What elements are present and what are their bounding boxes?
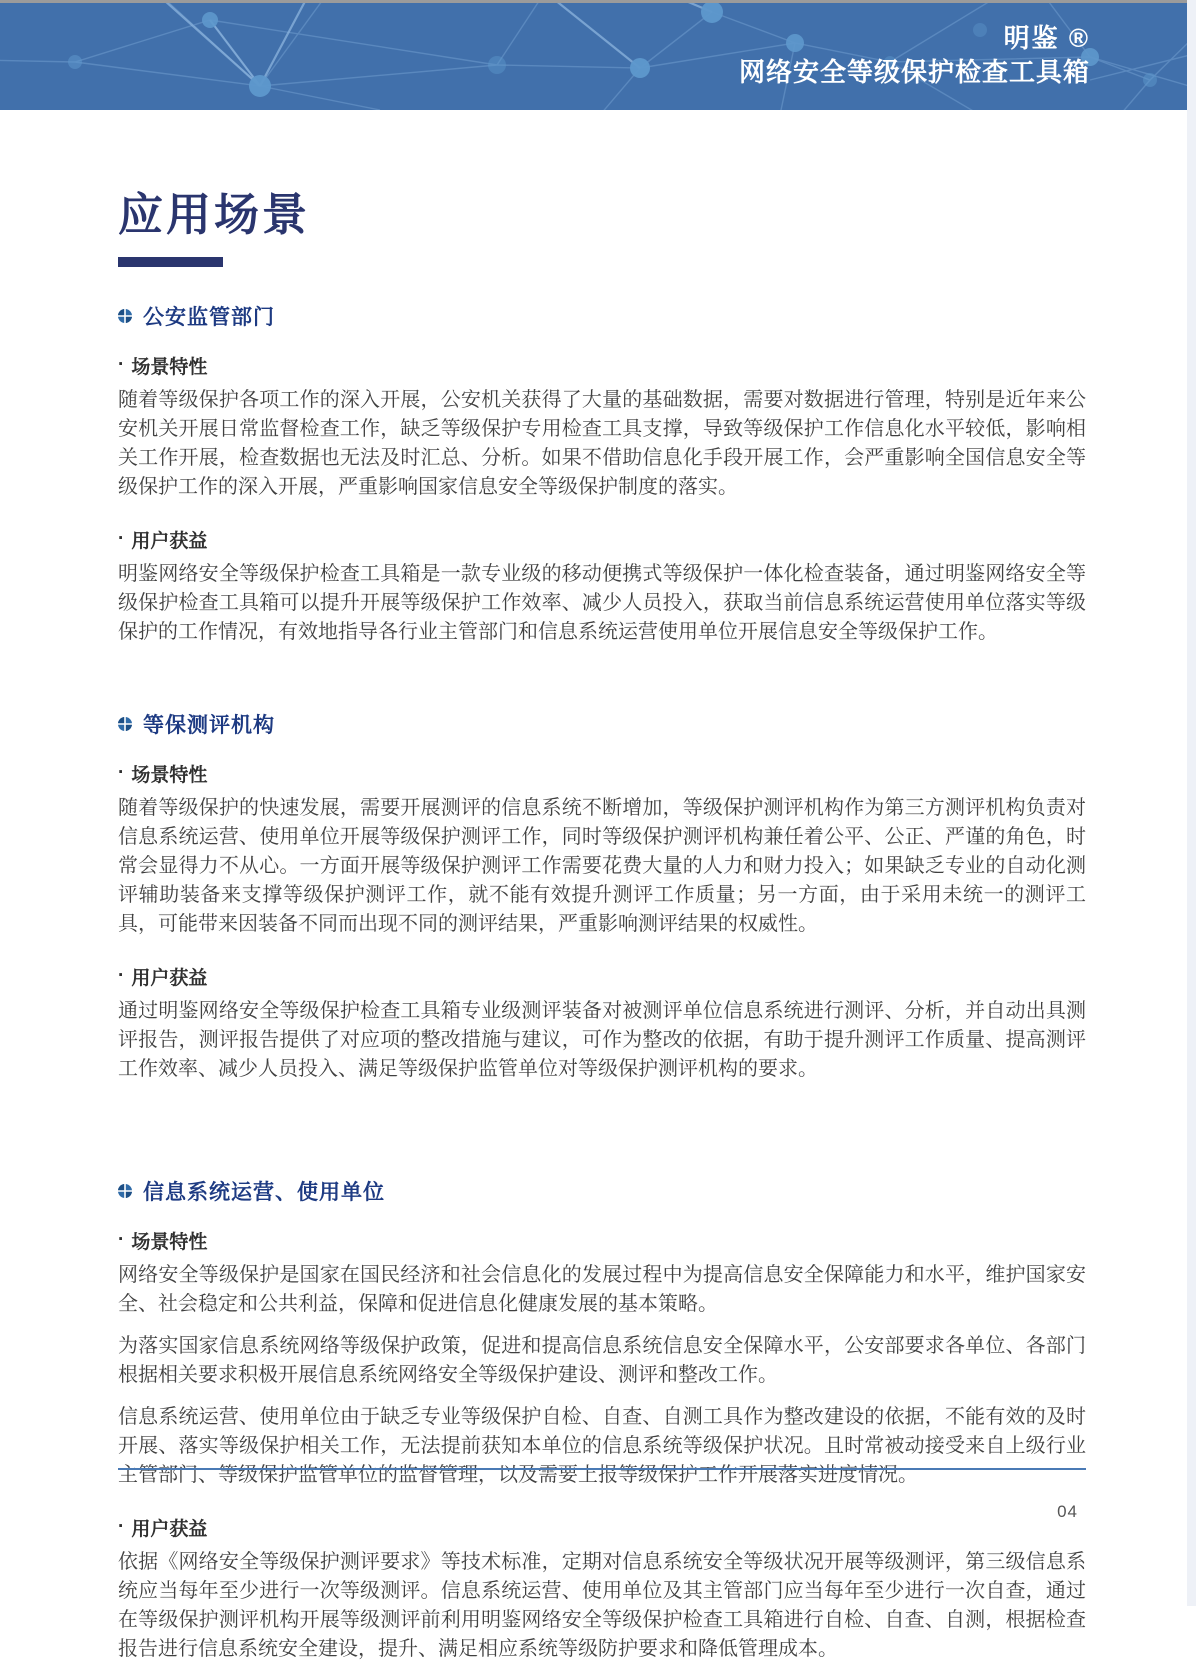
sub-label-benefit bbox=[118, 1514, 1086, 1541]
section-evaluation-agency bbox=[118, 709, 1086, 1084]
bullet-dot: · bbox=[118, 762, 125, 783]
brand-name: 明鉴 ® bbox=[1003, 22, 1090, 53]
sub-label-text: 用户获益 bbox=[131, 530, 208, 552]
section-operating-units bbox=[118, 1176, 1086, 1664]
sub-label-text: 场景特性 bbox=[131, 1231, 208, 1253]
page-top-hairline bbox=[0, 0, 1196, 3]
sub-label-scenario bbox=[118, 352, 1086, 379]
sub-label-benefit bbox=[118, 963, 1086, 990]
bullet-dot: · bbox=[118, 965, 125, 986]
page-content bbox=[0, 190, 1196, 1664]
section-title: 信息系统运营、使用单位 bbox=[143, 1180, 385, 1204]
paragraph: 信息系统运营、使用单位由于缺乏专业等级保护自检、自查、自测工具作为整改建设的依据，不能有效的及时开展、落实等级保护相关工作，无法提前获知本单位的信息系统等级保护状况。且时常被动接受来自上级行业主管部门、等级保护监管单位的监督管理，以及需要上报等级保护工作开展落实进度情况。 bbox=[118, 1405, 1086, 1486]
header-text-block bbox=[739, 0, 1090, 110]
scenario-block bbox=[118, 760, 1086, 939]
section-public-security bbox=[118, 301, 1086, 647]
bullet-dot: · bbox=[118, 1516, 125, 1537]
footer-divider bbox=[118, 1468, 1086, 1470]
sub-label-text: 用户获益 bbox=[131, 1518, 208, 1540]
sub-label-text: 场景特性 bbox=[131, 764, 208, 786]
section-title: 公安监管部门 bbox=[143, 305, 275, 329]
page-title-block bbox=[118, 190, 1086, 267]
section-title: 等保测评机构 bbox=[143, 713, 275, 737]
benefit-block bbox=[118, 963, 1086, 1084]
product-name: 网络安全等级保护检查工具箱 bbox=[738, 57, 1090, 87]
quadrant-circle-icon bbox=[118, 309, 132, 323]
paragraph: 通过明鉴网络安全等级保护检查工具箱专业级测评装备对被测评单位信息系统进行测评、分析，并自动出具测评报告，测评报告提供了对应项的整改措施与建议，可作为整改的依据，有助于提升测评工作质量、提高测评工作效率、减少人员投入、满足等级保护监管单位对等级保护测评机构的要求。 bbox=[118, 999, 1086, 1080]
paragraph: 随着等级保护的快速发展，需要开展测评的信息系统不断增加，等级保护测评机构作为第三方测评机构负责对信息系统运营、使用单位开展等级保护测评工作，同时等级保护测评机构兼任着公平、公正、严谨的角色，时常会显得力不从心。一方面开展等级保护测评工作需要花费大量的人力和财力投入；如果缺乏专业的自动化测评辅助装备来支撑等级保护测评工作，就不能有效提升测评工作质量；另一方面，由于采用未统一的测评工具，可能带来因装备不同而出现不同的测评结果，严重影响测评结果的权威性。 bbox=[118, 796, 1086, 935]
section-heading bbox=[118, 709, 1086, 739]
paragraph: 为落实国家信息系统网络等级保护政策，促进和提高信息系统信息安全保障水平，公安部要求各单位、各部门根据相关要求积极开展信息系统网络安全等级保护建设、测评和整改工作。 bbox=[118, 1334, 1086, 1386]
scenario-block bbox=[118, 1227, 1086, 1490]
bullet-dot: · bbox=[118, 528, 125, 549]
page-edge-strip bbox=[1187, 0, 1196, 1606]
paragraph: 随着等级保护各项工作的深入开展，公安机关获得了大量的基础数据，需要对数据进行管理，特别是近年来公安机关开展日常监督检查工作，缺乏等级保护专用检查工具支撑，导致等级保护工作信息化水平较低，影响相关工作开展，检查数据也无法及时汇总、分析。如果不借助信息化手段开展工作，会严重影响全国信息安全等级保护工作的深入开展，严重影响国家信息安全等级保护制度的落实。 bbox=[118, 388, 1086, 498]
sub-label-scenario bbox=[118, 760, 1086, 787]
benefit-block bbox=[118, 526, 1086, 647]
header-banner bbox=[0, 0, 1196, 110]
quadrant-circle-icon bbox=[118, 1184, 132, 1198]
section-heading bbox=[118, 301, 1086, 331]
sub-label-text: 用户获益 bbox=[131, 967, 208, 989]
paragraph: 明鉴网络安全等级保护检查工具箱是一款专业级的移动便携式等级保护一体化检查装备，通过明鉴网络安全等级保护检查工具箱可以提升开展等级保护工作效率、减少人员投入，获取当前信息系统运营使用单位落实等级保护的工作情况，有效地指导各行业主管部门和信息系统运营使用单位开展信息安全等级保护工作。 bbox=[118, 562, 1086, 643]
quadrant-circle-icon bbox=[118, 717, 132, 731]
section-heading bbox=[118, 1176, 1086, 1206]
paragraph: 依据《网络安全等级保护测评要求》等技术标准，定期对信息系统安全等级状况开展等级测评，第三级信息系统应当每年至少进行一次等级测评。信息系统运营、使用单位及其主管部门应当每年至少进行一次自查，通过在等级保护测评机构开展等级测评前利用明鉴网络安全等级保护检查工具箱进行自检、自查、自测，根据检查报告进行信息系统安全建设，提升、满足相应系统等级防护要求和降低管理成本。 bbox=[118, 1550, 1086, 1660]
sub-label-text: 场景特性 bbox=[131, 356, 208, 378]
benefit-block bbox=[118, 1514, 1086, 1664]
scenario-block bbox=[118, 352, 1086, 502]
sub-label-benefit bbox=[118, 526, 1086, 553]
bullet-dot: · bbox=[118, 354, 125, 375]
sub-label-scenario bbox=[118, 1227, 1086, 1254]
title-underline bbox=[118, 257, 223, 267]
page-title: 应用场景 bbox=[118, 189, 311, 240]
page-number: 04 bbox=[1057, 1502, 1078, 1521]
bullet-dot: · bbox=[118, 1229, 125, 1250]
paragraph: 网络安全等级保护是国家在国民经济和社会信息化的发展过程中为提高信息安全保障能力和水平，维护国家安全、社会稳定和公共利益，保障和促进信息化健康发展的基本策略。 bbox=[118, 1263, 1086, 1315]
